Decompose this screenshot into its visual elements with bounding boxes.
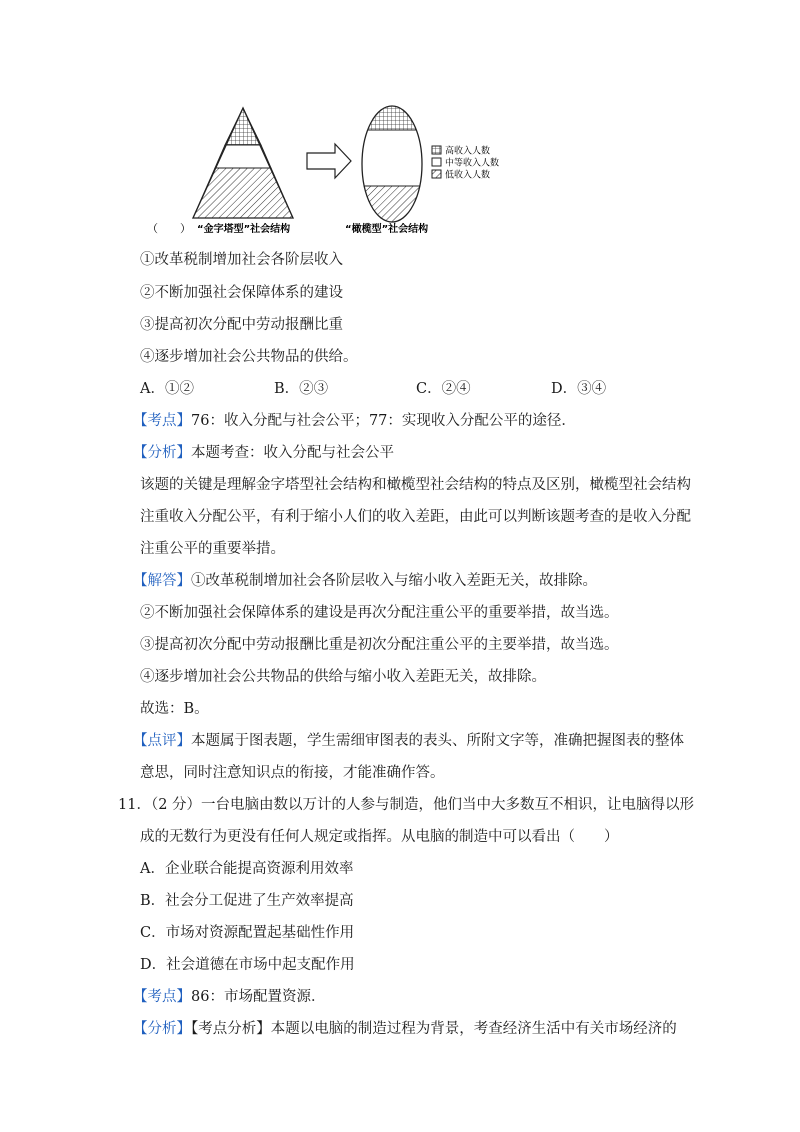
jieda-tag: 【解答】: [133, 573, 191, 589]
dianping-tag: 【点评】: [133, 733, 191, 749]
pyramid-olive-diagram: [147, 100, 535, 240]
q11-option-b: B．社会分工促进了生产效率提高: [140, 893, 354, 909]
q10-option-d: D．③④: [551, 381, 607, 397]
olive-label: “橄榄型”社会结构: [345, 224, 429, 235]
fenxi-tag: 【分析】: [133, 445, 191, 461]
q11-option-d: D．社会道德在市场中起支配作用: [140, 957, 355, 973]
answer-paren: （ ）: [147, 222, 191, 235]
q10-option-c: C．②④: [416, 381, 471, 397]
kaodian-tag: 【考点】: [133, 413, 191, 429]
jieda-line-5: 故选：B。: [140, 701, 209, 717]
olive-shape: [355, 100, 435, 226]
legend-label-middle: 中等收入人数: [445, 158, 500, 169]
legend-swatch-low: [432, 170, 441, 178]
q10-item-2: ②不断加强社会保障体系的建设: [140, 285, 343, 301]
fenxi-body-1: 该题的关键是理解金字塔型社会结构和橄榄型社会结构的特点及区别，橄榄型社会结构: [140, 477, 691, 493]
q11-option-c: C．市场对资源配置起基础性作用: [140, 925, 355, 941]
arrow-right-icon: [307, 144, 351, 178]
legend-label-high: 高收入人数: [445, 146, 491, 157]
legend-label-low: 低收入人数: [445, 170, 491, 181]
q10-fenxi: [133, 444, 394, 462]
fenxi-body-3: 注重公平的重要举措。: [140, 541, 285, 557]
fenxi-text: 本题考查：收入分配与社会公平: [191, 445, 394, 461]
jieda-line-4: ④逐步增加社会公共物品的供给与缩小收入差距无关，故排除。: [140, 669, 546, 685]
q11-kaodian-text: 86：市场配置资源．: [191, 989, 326, 1005]
dianping-line-2: 意思，同时注意知识点的衔接，才能准确作答。: [140, 765, 445, 781]
q10-dianping: [133, 732, 684, 750]
q11-stem-1: 11．（2 分）一台电脑由数以万计的人参与制造，他们当中大多数互不相识，让电脑得以形: [118, 797, 695, 813]
jieda-line-3: ③提高初次分配中劳动报酬比重是初次分配注重公平的主要举措，故当选。: [140, 637, 619, 653]
pyramid-shape: [193, 108, 293, 218]
q11-fenxi-tag: 【分析】: [133, 1021, 191, 1037]
q10-option-a: A．①②: [140, 381, 194, 397]
legend-swatch-middle: [432, 158, 441, 166]
q11-fenxi: [133, 1020, 677, 1038]
q10-item-1: ①改革税制增加社会各阶层收入: [140, 252, 343, 268]
income-structure-figure: [147, 100, 535, 240]
fenxi-body-2: 注重收入分配公平，有利于缩小人们的收入差距，由此可以判断该题考查的是收入分配: [140, 509, 691, 525]
jieda-line-1: ①改革税制增加社会各阶层收入与缩小收入差距无关，故排除。: [191, 573, 597, 589]
legend: [432, 145, 499, 181]
q10-jieda: [133, 572, 597, 590]
pyramid-label: “金字塔型”社会结构: [197, 224, 291, 235]
jieda-line-2: ②不断加强社会保障体系的建设是再次分配注重公平的重要举措，故当选。: [140, 605, 619, 621]
q10-item-4: ④逐步增加社会公共物品的供给。: [140, 349, 358, 365]
dianping-line-1: 本题属于图表题，学生需细审图表的表头、所附文字等，准确把握图表的整体: [191, 733, 684, 749]
kaodian-text: 76：收入分配与社会公平；77：实现收入分配公平的途径．: [191, 413, 576, 429]
q11-stem-2: 成的无数行为更没有任何人规定或指挥。从电脑的制造中可以看出（ ）: [140, 829, 619, 845]
q10-kaodian: [133, 412, 576, 430]
q11-kaodian-tag: 【考点】: [133, 989, 191, 1005]
q11-kaodian: [133, 988, 325, 1006]
legend-swatch-high: [432, 146, 441, 154]
q10-option-b: B．②③: [274, 381, 329, 397]
q10-item-3: ③提高初次分配中劳动报酬比重: [140, 317, 343, 333]
q11-option-a: A．企业联合能提高资源利用效率: [140, 861, 354, 877]
q11-fenxi-text: 【考点分析】本题以电脑的制造过程为背景，考查经济生活中有关市场经济的: [191, 1021, 677, 1037]
